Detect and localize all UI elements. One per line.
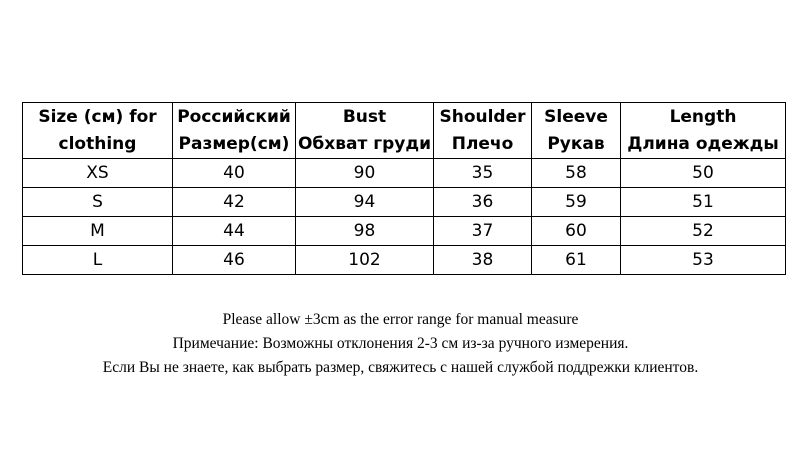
cell-length: 52	[621, 217, 786, 246]
table-row	[23, 246, 786, 275]
size-chart-table	[22, 102, 786, 275]
cell-sleeve: 58	[532, 159, 621, 188]
measurement-notes	[0, 308, 801, 380]
cell-shoulder: 35	[434, 159, 532, 188]
cell-shoulder: 38	[434, 246, 532, 275]
table-row	[23, 217, 786, 246]
table-row	[23, 188, 786, 217]
cell-russian-size: 42	[173, 188, 296, 217]
cell-bust: 90	[296, 159, 434, 188]
cell-russian-size: 44	[173, 217, 296, 246]
cell-bust: 94	[296, 188, 434, 217]
header-size: Size (см) for clothing	[23, 103, 173, 159]
cell-sleeve: 61	[532, 246, 621, 275]
cell-length: 51	[621, 188, 786, 217]
cell-bust: 98	[296, 217, 434, 246]
header-row	[23, 103, 786, 159]
table-row	[23, 159, 786, 188]
cell-sleeve: 59	[532, 188, 621, 217]
cell-size: M	[23, 217, 173, 246]
cell-size: S	[23, 188, 173, 217]
header-shoulder: Shoulder Плечо	[434, 103, 532, 159]
cell-sleeve: 60	[532, 217, 621, 246]
cell-shoulder: 36	[434, 188, 532, 217]
header-length: Length Длина одежды	[621, 103, 786, 159]
cell-bust: 102	[296, 246, 434, 275]
cell-length: 53	[621, 246, 786, 275]
note-error-range: Please allow ±3cm as the error range for manual measure	[222, 311, 579, 328]
note-deviation-ru: Примечание: Возможны отклонения 2-3 см из-за ручного измерения.	[172, 335, 629, 352]
cell-length: 50	[621, 159, 786, 188]
header-russian-size: Российский Размер(см)	[173, 103, 296, 159]
cell-size: L	[23, 246, 173, 275]
note-support-ru: Если Вы не знаете, как выбрать размер, свяжитесь с нашей службой поддрежки клиентов.	[102, 359, 699, 376]
header-sleeve: Sleeve Рукав	[532, 103, 621, 159]
cell-russian-size: 40	[173, 159, 296, 188]
header-bust: Bust Обхват груди	[296, 103, 434, 159]
cell-russian-size: 46	[173, 246, 296, 275]
cell-size: XS	[23, 159, 173, 188]
cell-shoulder: 37	[434, 217, 532, 246]
